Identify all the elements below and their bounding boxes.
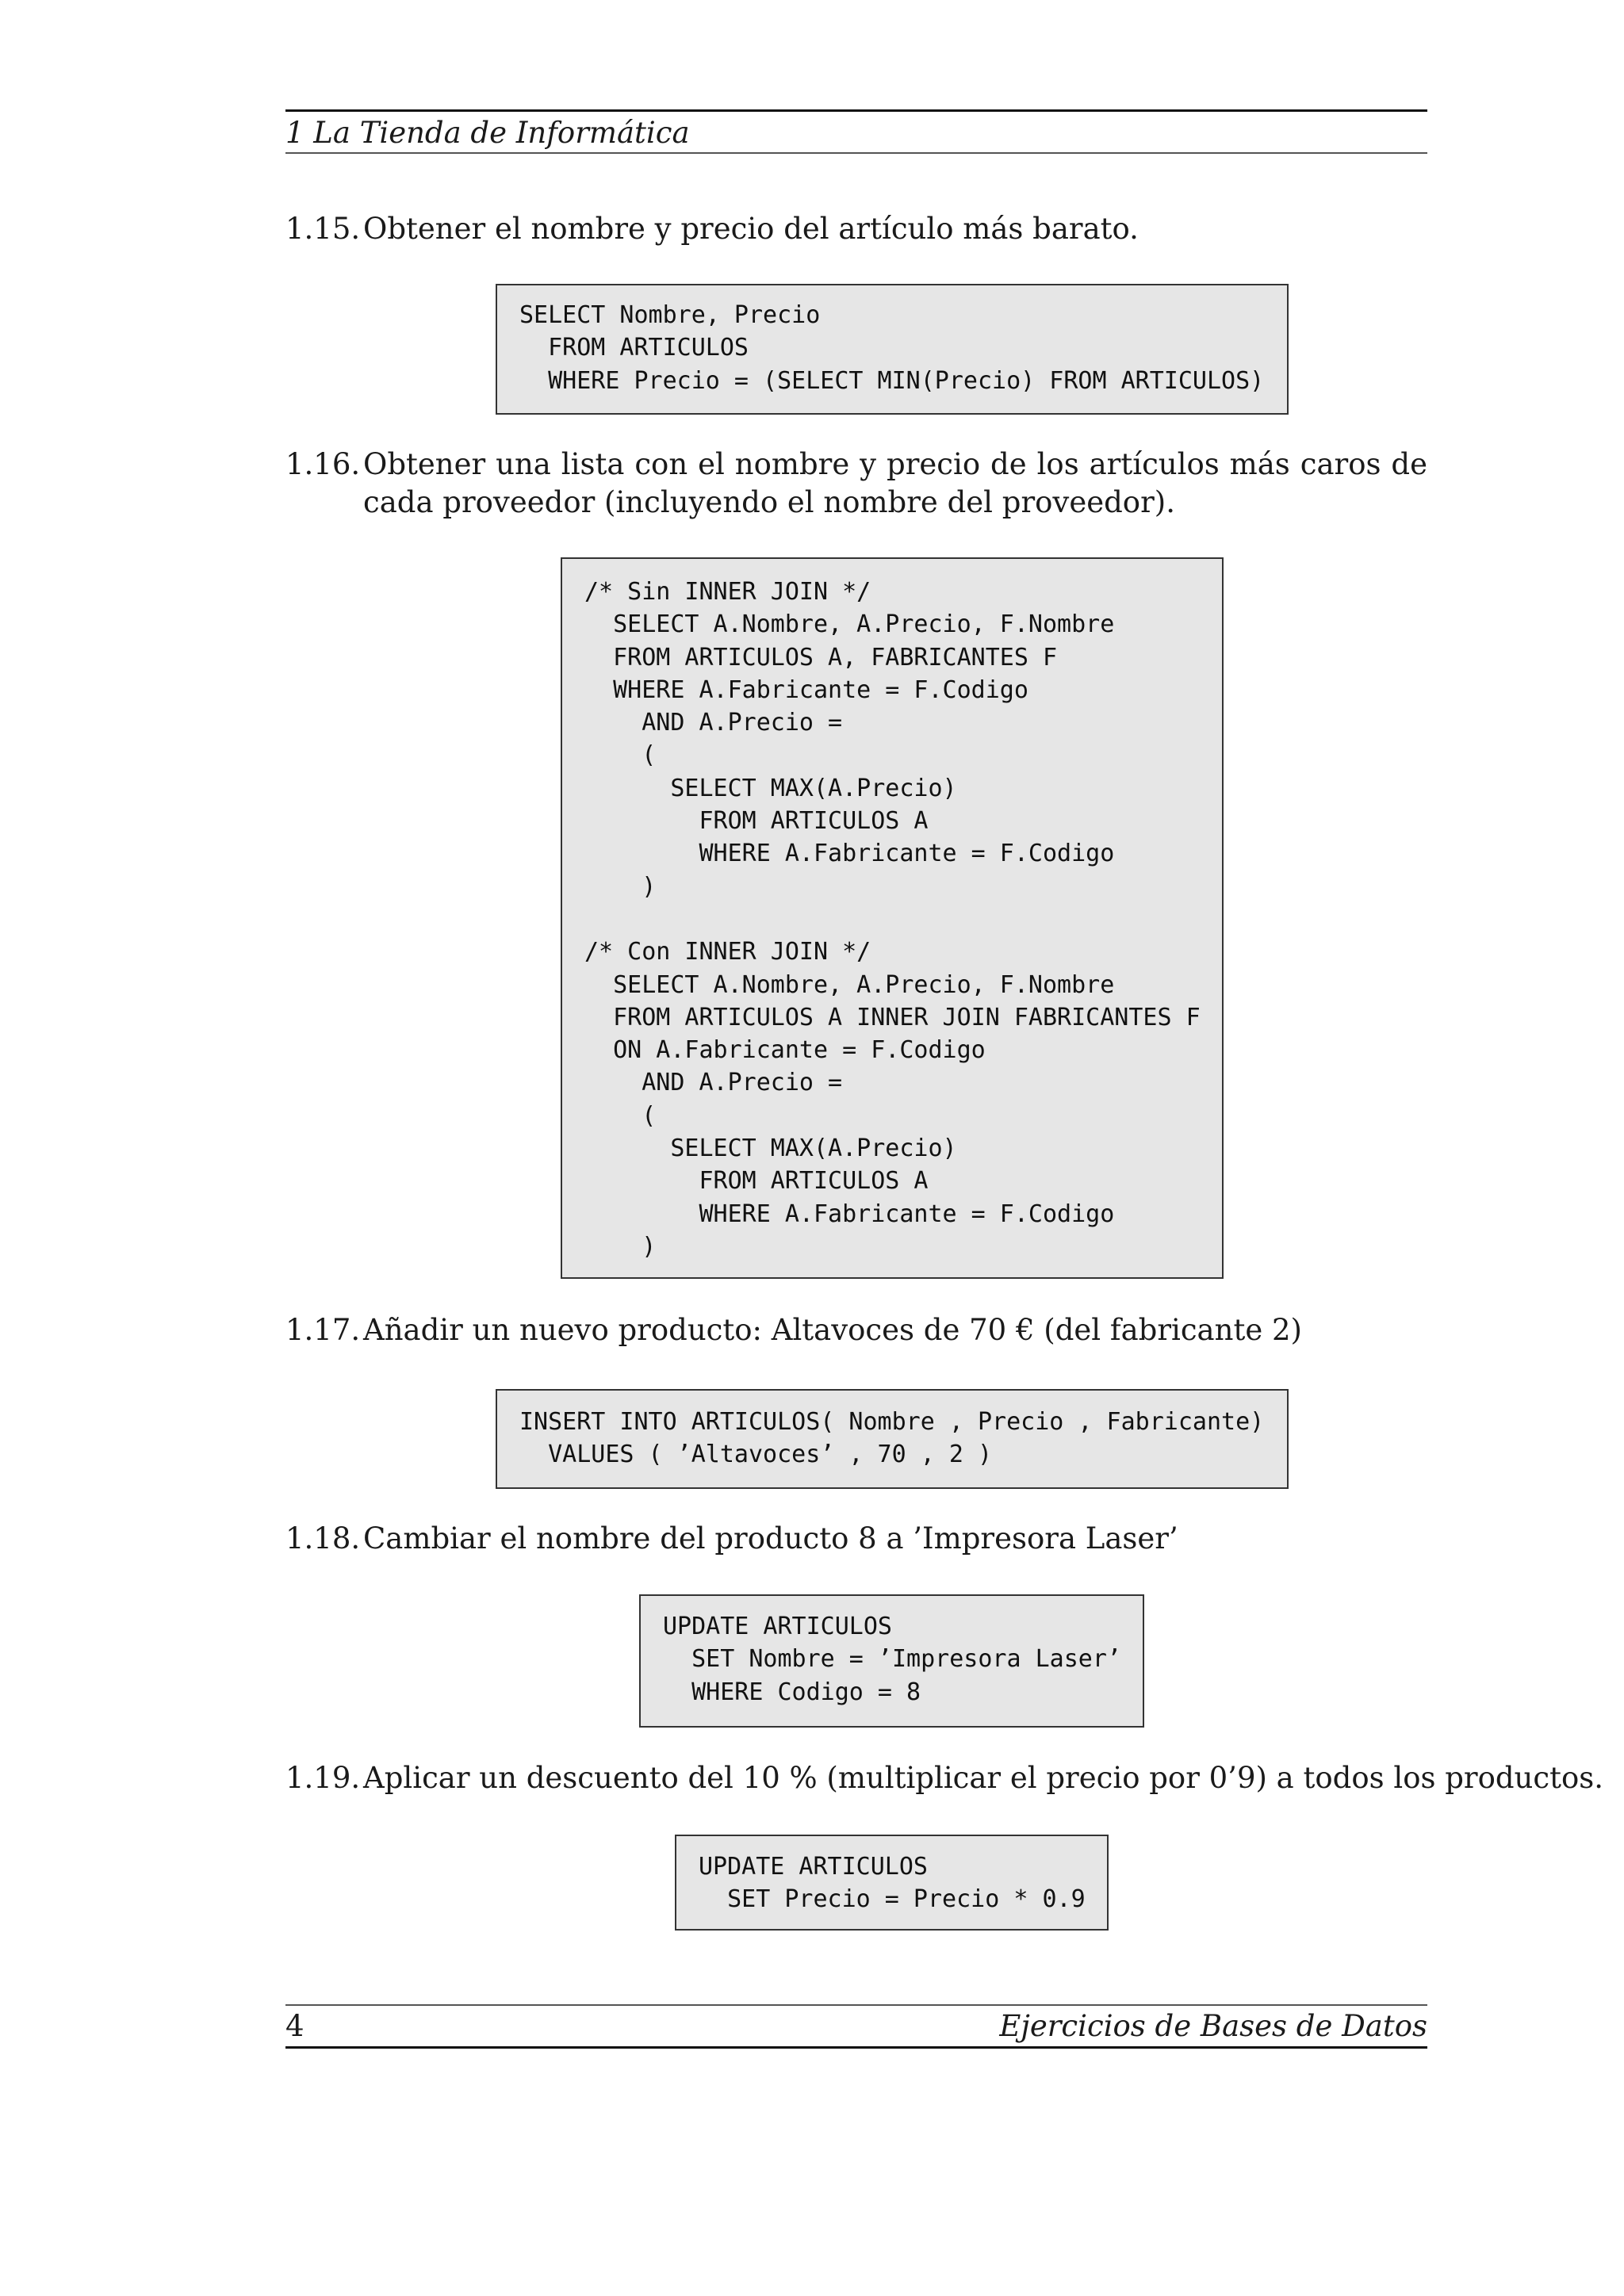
exercise-1-19 (285, 1759, 1603, 1797)
exercise-number: 1.15. (285, 212, 361, 246)
sql-code: SELECT Nombre, Precio FROM ARTICULOS WHERE Precio = (SELECT MIN(Precio) FROM ARTICULOS) (519, 301, 1265, 395)
code-block-1-17 (496, 1389, 1289, 1489)
exercise-number: 1.19. (285, 1761, 361, 1795)
exercise-1-15 (285, 210, 1427, 248)
exercise-1-16 (285, 446, 1427, 522)
chapter-title: 1 La Tienda de Informática (285, 116, 690, 150)
document-page (285, 0, 1603, 2296)
running-header (285, 109, 1427, 154)
sql-code: UPDATE ARTICULOS SET Precio = Precio * 0.9 (699, 1853, 1086, 1914)
page-number: 4 (285, 2009, 304, 2043)
exercise-1-17 (285, 1311, 1427, 1349)
code-block-1-19 (675, 1835, 1109, 1931)
code-block-1-16 (561, 557, 1224, 1279)
exercise-statement: Aplicar un descuento del 10 % (multiplicar el precio por 0’9) a todos los productos. (363, 1761, 1603, 1795)
exercise-1-18 (285, 1520, 1427, 1558)
code-block-1-15 (496, 284, 1289, 415)
exercise-statement: Cambiar el nombre del producto 8 a ’Impresora Laser’ (363, 1521, 1178, 1556)
exercise-number: 1.17. (285, 1313, 361, 1347)
sql-code: /* Sin INNER JOIN */ SELECT A.Nombre, A.Precio, F.Nombre FROM ARTICULOS A, FABRICANTES F WHERE A.Fabricante = F.Codigo AND A.Precio = ( SELECT MAX(A.Precio) FROM ARTICULOS A WHERE A.Fabricante = F.Codigo ) /* Con INNER JOIN */ SELECT A.Nombre, A.Precio, F.Nombre FROM ARTICULOS A INNER JOIN FABRICANTES F ON A.Fabricante = F.Codigo AND A.Precio = ( SELECT MAX(A.Precio) FROM ARTICULOS A WHERE A.Fabricante = F.Codigo ) (584, 578, 1201, 1261)
exercise-statement: Obtener el nombre y precio del artículo más barato. (363, 212, 1139, 246)
sql-code: UPDATE ARTICULOS SET Nombre = ’Impresora Laser’ WHERE Codigo = 8 (663, 1613, 1121, 1706)
running-footer (285, 2004, 1427, 2049)
exercise-number: 1.16. (285, 447, 361, 481)
exercise-number: 1.18. (285, 1521, 361, 1556)
exercise-statement: Añadir un nuevo producto: Altavoces de 70 € (del fabricante 2) (363, 1313, 1302, 1347)
sql-code: INSERT INTO ARTICULOS( Nombre , Precio , Fabricante) VALUES ( ’Altavoces’ , 70 , 2 ) (519, 1408, 1265, 1469)
code-block-1-18 (639, 1594, 1144, 1728)
book-title: Ejercicios de Bases de Datos (999, 2009, 1427, 2043)
exercise-statement: Obtener una lista con el nombre y precio de los artículos más caros de cada proveedor (incluyendo el nombre del proveedor). (363, 447, 1427, 519)
